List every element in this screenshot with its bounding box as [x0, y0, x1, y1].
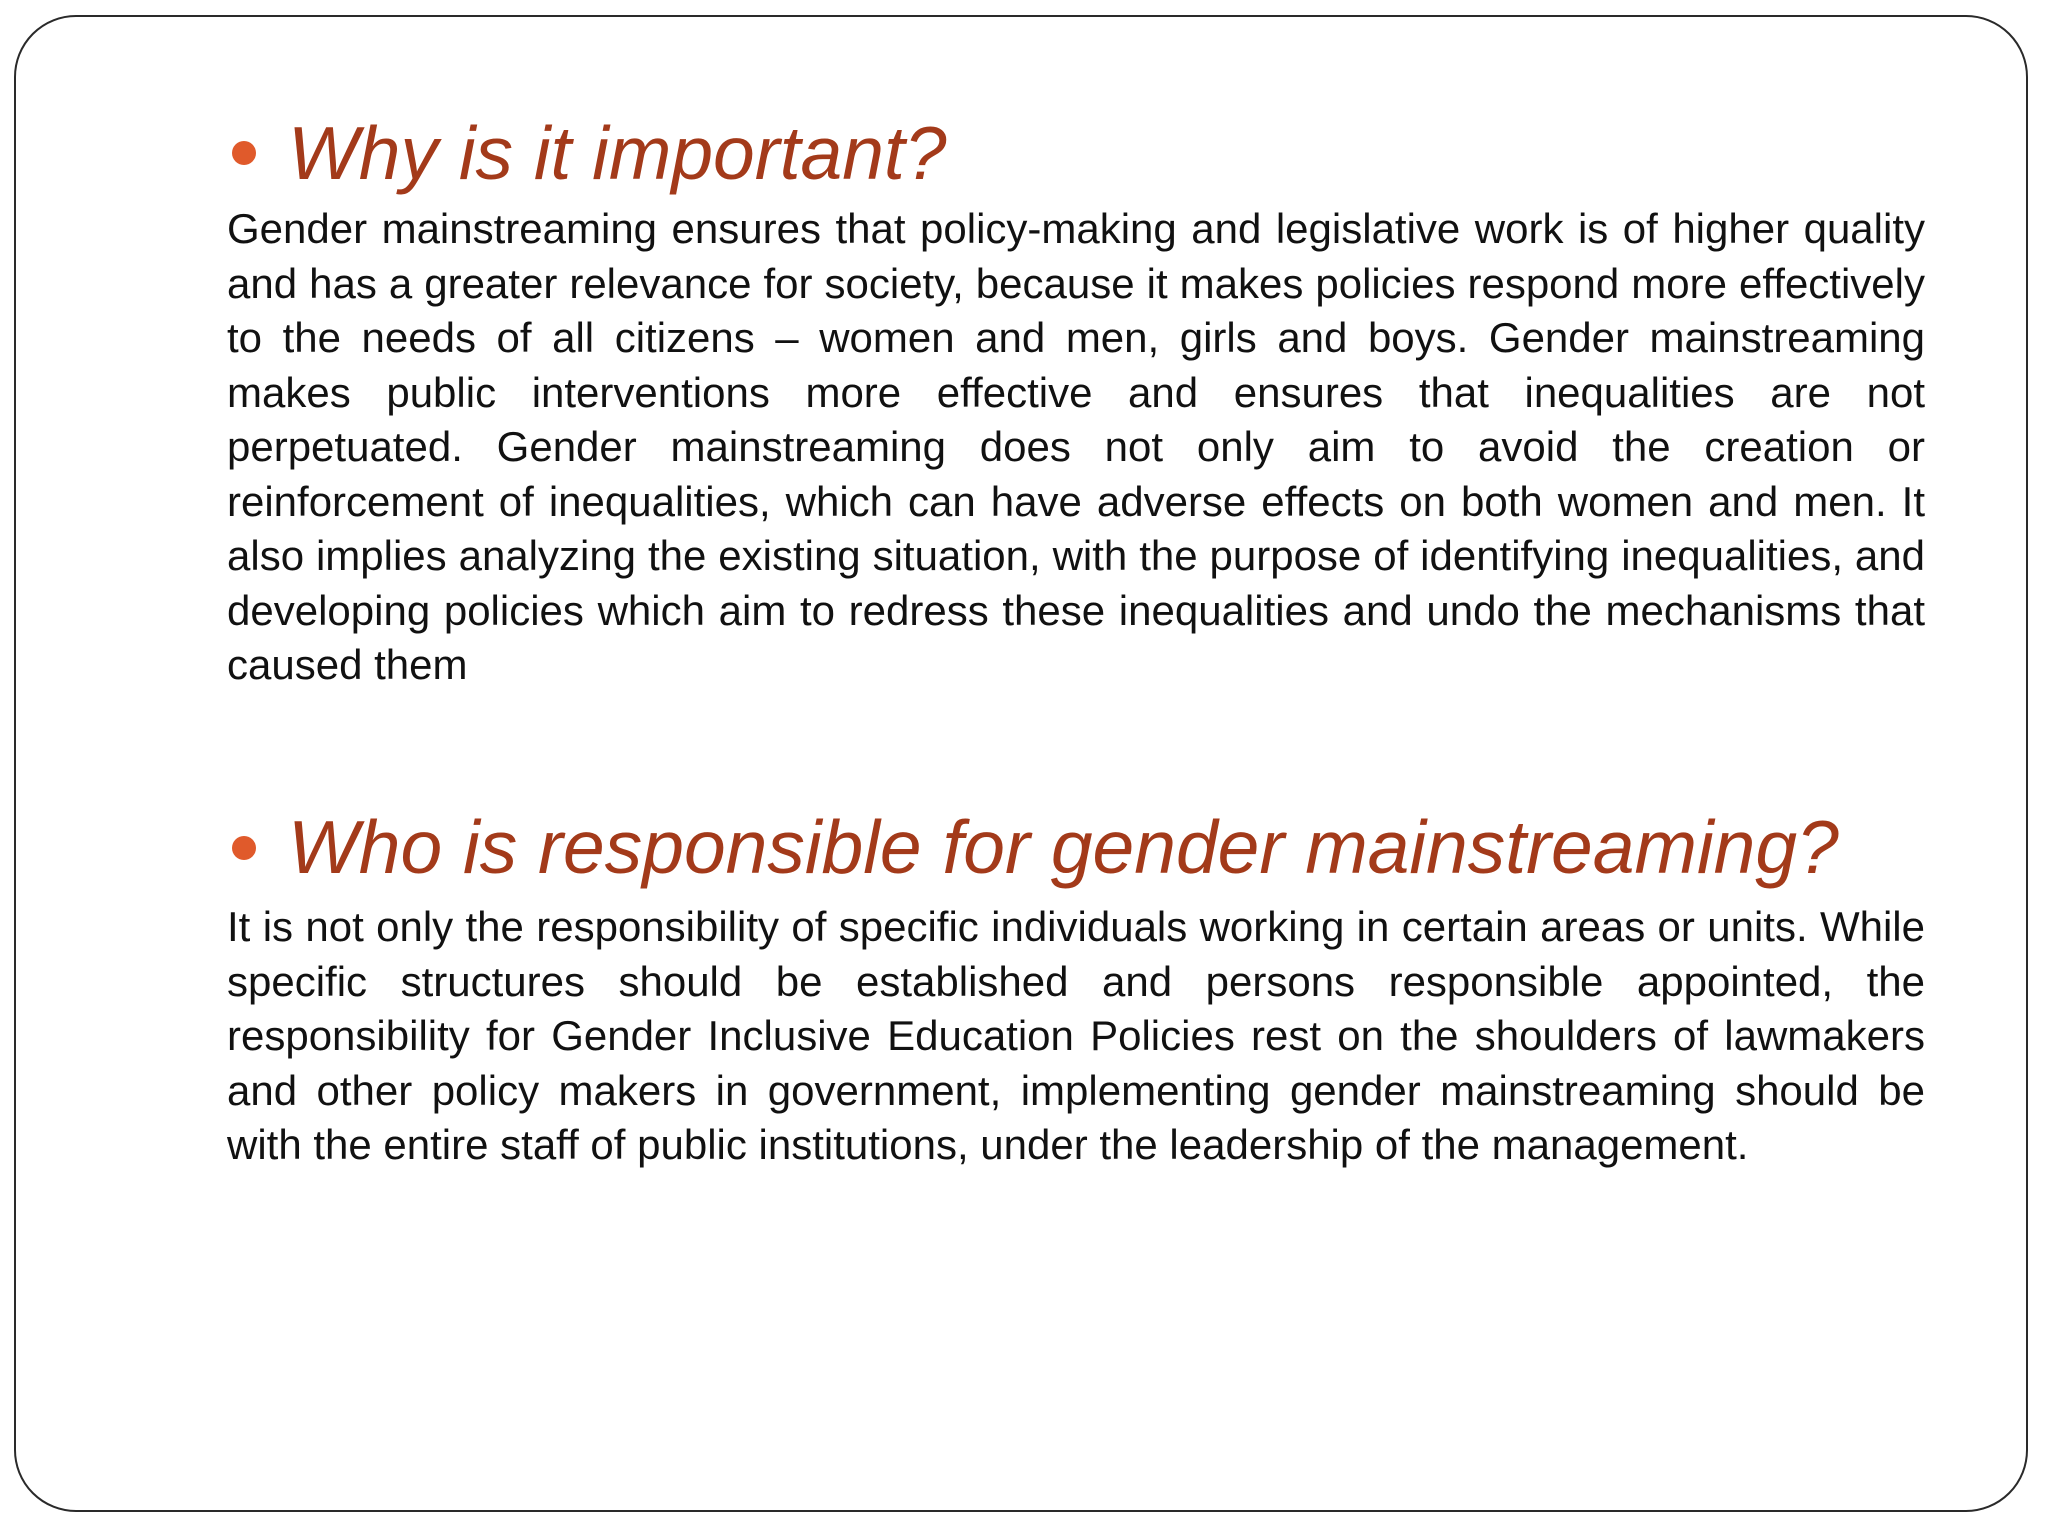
bullet-icon	[232, 141, 256, 165]
bullet-icon	[232, 836, 256, 860]
heading-row	[0, 104, 2048, 202]
section-heading: Who is responsible for gender mainstreaming?	[288, 805, 1839, 889]
section-body: It is not only the responsibility of specific individuals working in certain areas or units. While specific structures should be established and persons responsible appointed, the responsibility for Gender Inclusive Education Policies rest on the shoulders of lawmakers and other policy makers in government, implementing gender mainstreaming should be with the entire staff of public institutions, under the leadership of the management.	[227, 903, 1925, 1168]
section-body: Gender mainstreaming ensures that policy-making and legislative work is of higher quality and has a greater relevance for society, because it makes policies respond more effectively to the needs of all citizens – women and men, girls and boys. Gender mainstreaming makes public interventions more effective and ensures that inequalities are not perpetuated. Gender mainstreaming does not only aim to avoid the creation or reinforcement of inequalities, which can have adverse effects on both women and men. It also implies analyzing the existing situation, with the purpose of identifying inequalities, and developing policies which aim to redress these inequalities and undo the mechanisms that caused them	[227, 205, 1925, 688]
section-why-important	[0, 104, 2048, 693]
section-who-responsible	[0, 798, 2048, 1173]
heading-row	[0, 798, 2048, 896]
section-heading: Why is it important?	[288, 111, 947, 195]
